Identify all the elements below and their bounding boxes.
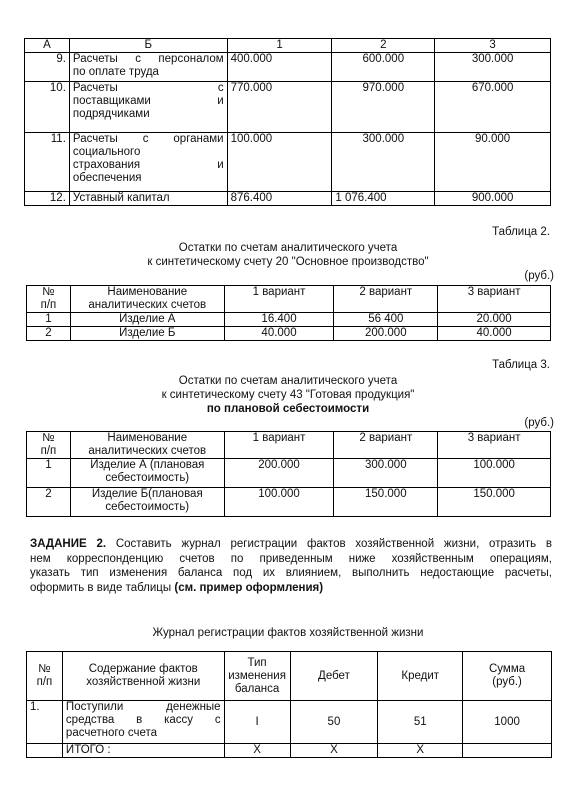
journal-table — [26, 651, 552, 758]
unit-label: (руб.) — [524, 270, 554, 282]
value-cell: 200.000 — [224, 459, 334, 488]
analytics-table-43 — [26, 431, 551, 517]
total-row — [27, 744, 552, 758]
row-number: 10. — [25, 82, 70, 133]
col-header: 2 — [332, 39, 435, 53]
task-paragraph: ЗАДАНИЕ 2. Составить журнал регистрации фактов хозяйственной жизни, отразить в нем корреспонденцию счетов по приведенным ниже хозяйственным операциям, указать тип изменения баланса под их влиянием, выполнить недостающие расчеты, оформить в виде таблицы (см. пример оформления) — [30, 538, 552, 594]
sum-value: 1000 — [463, 701, 552, 744]
total-credit: X — [378, 744, 463, 758]
col-header: 2 вариант — [334, 286, 438, 313]
table-title: Остатки по счетам аналитического учета — [178, 375, 398, 387]
account-name: Расчеты с поставщиками и подрядчиками — [69, 82, 227, 133]
col-header: Б — [69, 39, 227, 53]
value-cell: 150.000 — [334, 488, 438, 517]
total-debit: X — [290, 744, 378, 758]
col-header: Содержание фактов хозяйственной жизни — [62, 652, 224, 701]
fact-content: Поступили денежные средства в кассу с расчетного счета — [62, 701, 224, 744]
value-cell: 300.000 — [435, 53, 551, 82]
value-cell: 600.000 — [332, 53, 435, 82]
task-label: ЗАДАНИЕ 2. — [30, 538, 107, 550]
table-row — [25, 192, 551, 206]
col-header: 3 — [435, 39, 551, 53]
value-cell: 20.000 — [438, 313, 551, 327]
table-row — [27, 488, 551, 517]
row-number: 2 — [27, 327, 71, 341]
col-header: Тип изменения баланса — [224, 652, 290, 701]
col-header: № п/п — [27, 652, 63, 701]
table-subtitle: к синтетическому счету 43 "Готовая продукция" — [161, 389, 415, 401]
table-subtitle-bold: по плановой себестоимости — [206, 403, 370, 415]
total-type: X — [224, 744, 290, 758]
table-label: Таблица 3. — [492, 359, 550, 371]
table-row — [27, 313, 551, 327]
table-header-row — [27, 286, 551, 313]
analytics-table-20 — [26, 285, 551, 341]
value-cell: 300.000 — [334, 459, 438, 488]
task-example-link: (см. пример оформления) — [174, 581, 324, 594]
table-row — [27, 327, 551, 341]
col-header: Кредит — [378, 652, 463, 701]
table-header-row — [27, 652, 552, 701]
value-cell: 100.000 — [438, 459, 551, 488]
account-name: Расчеты с персоналом по оплате труда — [69, 53, 227, 82]
col-header: Сумма (руб.) — [463, 652, 552, 701]
col-header: 1 — [227, 39, 332, 53]
table-row — [25, 82, 551, 133]
value-cell: 40.000 — [438, 327, 551, 341]
col-header: № п/п — [27, 286, 71, 313]
unit-label: (руб.) — [524, 417, 554, 429]
table-header-row — [25, 39, 551, 53]
col-header: 3 вариант — [438, 432, 551, 459]
row-number: 2 — [27, 488, 71, 517]
row-number: 1. — [27, 701, 63, 744]
col-header: А — [25, 39, 70, 53]
col-header: 1 вариант — [224, 432, 334, 459]
value-cell: 400.000 — [227, 53, 332, 82]
item-name: Изделие А (плановая себестоимость) — [70, 459, 224, 488]
table-row — [25, 133, 551, 192]
row-number: 11. — [25, 133, 70, 192]
col-header: Наименование аналитических счетов — [70, 432, 224, 459]
value-cell: 16.400 — [224, 313, 334, 327]
credit-account: 51 — [378, 701, 463, 744]
journal-title: Журнал регистрации фактов хозяйственной жизни — [152, 627, 424, 639]
item-name: Изделие А — [70, 313, 224, 327]
table-label: Таблица 2. — [492, 226, 550, 238]
row-number: 1 — [27, 459, 71, 488]
table-title: Остатки по счетам аналитического учета — [178, 242, 398, 254]
account-name: Расчеты с органами социального страхования и обеспечения — [69, 133, 227, 192]
value-cell: 876.400 — [227, 192, 332, 206]
total-sum — [463, 744, 552, 758]
row-number — [27, 744, 63, 758]
value-cell: 90.000 — [435, 133, 551, 192]
row-number: 9. — [25, 53, 70, 82]
value-cell: 150.000 — [438, 488, 551, 517]
table-row — [25, 53, 551, 82]
row-number: 1 — [27, 313, 71, 327]
value-cell: 900.000 — [435, 192, 551, 206]
table-subtitle: к синтетическому счету 20 "Основное производство" — [147, 256, 429, 268]
debit-account: 50 — [290, 701, 378, 744]
balance-type: I — [224, 701, 290, 744]
balance-table — [24, 38, 551, 206]
value-cell: 970.000 — [332, 82, 435, 133]
col-header: Дебет — [290, 652, 378, 701]
account-name: Уставный капитал — [69, 192, 227, 206]
item-name: Изделие Б — [70, 327, 224, 341]
value-cell: 1 076.400 — [332, 192, 435, 206]
value-cell: 670.000 — [435, 82, 551, 133]
col-header: 2 вариант — [334, 432, 438, 459]
table-row — [27, 459, 551, 488]
col-header: № п/п — [27, 432, 71, 459]
table-header-row — [27, 432, 551, 459]
col-header: 3 вариант — [438, 286, 551, 313]
col-header: 1 вариант — [224, 286, 334, 313]
value-cell: 40.000 — [224, 327, 334, 341]
table-row — [27, 701, 552, 744]
value-cell: 100.000 — [224, 488, 334, 517]
item-name: Изделие Б(плановая себестоимость) — [70, 488, 224, 517]
value-cell: 770.000 — [227, 82, 332, 133]
total-label: ИТОГО : — [62, 744, 224, 758]
value-cell: 200.000 — [334, 327, 438, 341]
value-cell: 56 400 — [334, 313, 438, 327]
row-number: 12. — [25, 192, 70, 206]
col-header: Наименование аналитических счетов — [70, 286, 224, 313]
value-cell: 300.000 — [332, 133, 435, 192]
value-cell: 100.000 — [227, 133, 332, 192]
